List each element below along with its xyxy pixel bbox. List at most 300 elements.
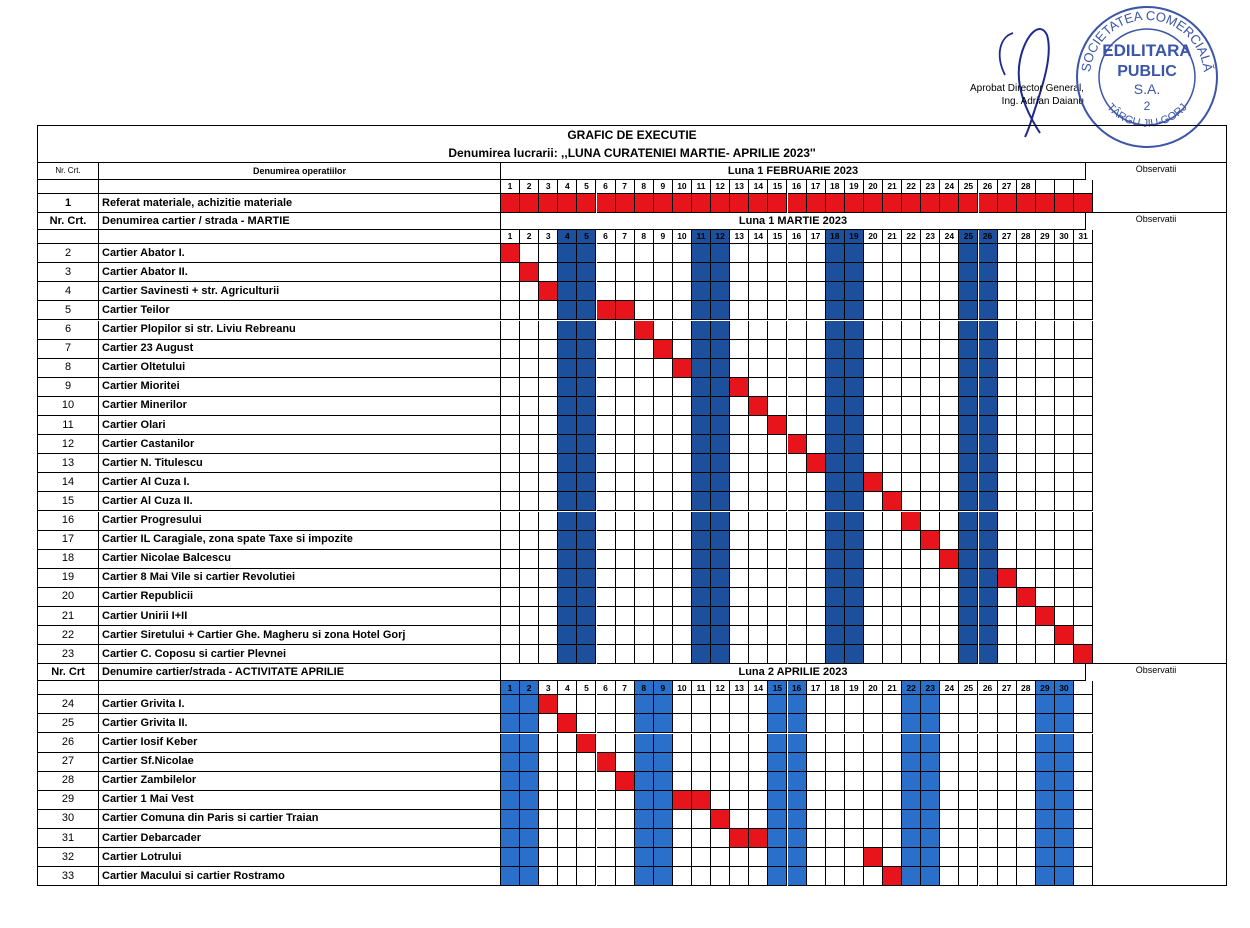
day-row-nr-spacer	[38, 180, 99, 194]
gantt-cell	[616, 512, 635, 531]
gantt-cell	[539, 588, 558, 607]
gantt-cell	[539, 397, 558, 416]
operation-name: Cartier Abator II.	[99, 263, 501, 282]
operation-name: Cartier Minerilor	[99, 397, 501, 416]
gantt-cell	[692, 695, 711, 714]
operation-name: Cartier Zambilelor	[99, 772, 501, 791]
gantt-cell	[788, 550, 807, 569]
gantt-cell	[807, 263, 826, 282]
gantt-cell	[692, 301, 711, 320]
gantt-cell	[749, 282, 768, 301]
gantt-cell	[730, 734, 749, 753]
gantt-cell	[501, 378, 520, 397]
gantt-cell	[902, 569, 921, 588]
gantt-cell	[577, 848, 596, 867]
gantt-cell	[730, 810, 749, 829]
operation-name: Cartier Progresului	[99, 512, 501, 531]
gantt-cell	[883, 531, 902, 550]
gantt-cell	[711, 569, 730, 588]
gantt-cell	[979, 588, 998, 607]
gantt-cell	[998, 626, 1017, 645]
day-number-26: 26	[979, 180, 998, 194]
gantt-cell	[921, 695, 940, 714]
gantt-cell	[788, 810, 807, 829]
gantt-cell	[730, 321, 749, 340]
gantt-cell	[520, 301, 539, 320]
gantt-cell	[539, 416, 558, 435]
gantt-cell	[635, 810, 654, 829]
gantt-cell	[597, 607, 616, 626]
gantt-cell	[1055, 340, 1074, 359]
gantt-cell	[768, 473, 787, 492]
gantt-cell	[768, 282, 787, 301]
gantt-cell	[711, 512, 730, 531]
gantt-cell	[864, 263, 883, 282]
gantt-cell	[959, 734, 978, 753]
gantt-cell	[558, 473, 577, 492]
day-number-7: 7	[616, 681, 635, 695]
day-number-17: 17	[807, 681, 826, 695]
gantt-cell	[749, 848, 768, 867]
gantt-cell	[616, 340, 635, 359]
gantt-cell	[768, 753, 787, 772]
day-number-5: 5	[577, 681, 596, 695]
gantt-cell	[826, 714, 845, 733]
gantt-cell	[673, 454, 692, 473]
gantt-cell	[940, 263, 959, 282]
gantt-cell	[520, 263, 539, 282]
gantt-cell	[520, 454, 539, 473]
gantt-cell	[902, 714, 921, 733]
gantt-cell	[826, 626, 845, 645]
gantt-cell	[940, 301, 959, 320]
day-number-26: 26	[979, 230, 998, 244]
gantt-cell	[654, 645, 673, 664]
gantt-cell	[558, 645, 577, 664]
gantt-cell	[635, 753, 654, 772]
gantt-cell	[959, 550, 978, 569]
gantt-cell	[768, 454, 787, 473]
gantt-cell	[501, 282, 520, 301]
gantt-cell	[1055, 550, 1074, 569]
gantt-cell	[864, 359, 883, 378]
gantt-cell	[711, 645, 730, 664]
gantt-cell	[730, 492, 749, 511]
day-number-10: 10	[673, 681, 692, 695]
gantt-cell	[1017, 626, 1036, 645]
day-number-24: 24	[940, 681, 959, 695]
day-number-16: 16	[788, 180, 807, 194]
day-number-10: 10	[673, 180, 692, 194]
gantt-cell	[1055, 416, 1074, 435]
gantt-cell	[1055, 531, 1074, 550]
gantt-cell	[902, 194, 921, 213]
gantt-cell	[998, 734, 1017, 753]
gantt-cell	[940, 753, 959, 772]
gantt-cell	[558, 734, 577, 753]
gantt-cell	[558, 607, 577, 626]
gantt-cell	[998, 588, 1017, 607]
gantt-cell	[1036, 550, 1055, 569]
day-number-28: 28	[1017, 681, 1036, 695]
stamp-bottom-text: TÂRGU JIU-GORJ	[1104, 101, 1190, 130]
gantt-cell	[845, 282, 864, 301]
gantt-cell	[768, 550, 787, 569]
gantt-cell	[616, 791, 635, 810]
gantt-cell	[616, 734, 635, 753]
gantt-cell	[883, 454, 902, 473]
gantt-cell	[998, 416, 1017, 435]
execution-schedule-table	[37, 125, 1227, 886]
gantt-cell	[520, 359, 539, 378]
gantt-cell	[959, 263, 978, 282]
gantt-cell	[959, 473, 978, 492]
day-number-30: 30	[1055, 230, 1074, 244]
gantt-cell	[539, 282, 558, 301]
gantt-cell	[998, 772, 1017, 791]
gantt-cell	[1055, 282, 1074, 301]
gantt-cell	[635, 791, 654, 810]
gantt-cell	[768, 645, 787, 664]
gantt-cell	[616, 829, 635, 848]
gantt-cell	[749, 734, 768, 753]
gantt-cell	[807, 753, 826, 772]
gantt-cell	[730, 244, 749, 263]
gantt-cell	[807, 512, 826, 531]
gantt-cell	[616, 194, 635, 213]
day-number-15: 15	[768, 681, 787, 695]
gantt-cell	[711, 454, 730, 473]
gantt-cell	[749, 435, 768, 454]
operation-name: Cartier Abator I.	[99, 244, 501, 263]
gantt-cell	[597, 810, 616, 829]
gantt-cell	[883, 714, 902, 733]
gantt-cell	[539, 492, 558, 511]
gantt-cell	[558, 867, 577, 886]
gantt-cell	[501, 695, 520, 714]
operation-name: Cartier 1 Mai Vest	[99, 791, 501, 810]
gantt-cell	[539, 867, 558, 886]
row-number: 5	[38, 301, 99, 320]
gantt-cell	[807, 531, 826, 550]
gantt-cell	[845, 753, 864, 772]
day-number-21: 21	[883, 230, 902, 244]
gantt-cell	[1074, 397, 1093, 416]
operation-name: Cartier Savinesti + str. Agriculturii	[99, 282, 501, 301]
gantt-cell	[883, 607, 902, 626]
gantt-cell	[520, 340, 539, 359]
gantt-cell	[826, 829, 845, 848]
gantt-cell	[1055, 244, 1074, 263]
gantt-cell	[902, 829, 921, 848]
day-number-8: 8	[635, 681, 654, 695]
gantt-cell	[558, 512, 577, 531]
gantt-cell	[635, 416, 654, 435]
gantt-cell	[883, 194, 902, 213]
gantt-cell	[864, 244, 883, 263]
gantt-cell	[597, 263, 616, 282]
gantt-cell	[654, 829, 673, 848]
gantt-cell	[597, 791, 616, 810]
gantt-cell	[673, 791, 692, 810]
gantt-cell	[730, 588, 749, 607]
gantt-cell	[979, 473, 998, 492]
gantt-cell	[730, 378, 749, 397]
gantt-cell	[520, 378, 539, 397]
gantt-cell	[807, 588, 826, 607]
gantt-cell	[1074, 848, 1093, 867]
day-number-26: 26	[979, 681, 998, 695]
gantt-cell	[635, 829, 654, 848]
gantt-cell	[558, 531, 577, 550]
gantt-cell	[883, 397, 902, 416]
gantt-cell	[979, 531, 998, 550]
day-number-13: 13	[730, 230, 749, 244]
gantt-cell	[673, 397, 692, 416]
row-number: 10	[38, 397, 99, 416]
day-number-4: 4	[558, 230, 577, 244]
gantt-cell	[597, 588, 616, 607]
row-number: 1	[38, 194, 99, 213]
day-number-7: 7	[616, 230, 635, 244]
gantt-cell	[959, 416, 978, 435]
gantt-cell	[635, 263, 654, 282]
gantt-cell	[826, 512, 845, 531]
gantt-cell	[673, 867, 692, 886]
gantt-cell	[654, 282, 673, 301]
column-header-nr: Nr. Crt	[38, 664, 99, 681]
gantt-cell	[1036, 454, 1055, 473]
gantt-cell	[864, 301, 883, 320]
gantt-cell	[730, 512, 749, 531]
gantt-cell	[1055, 810, 1074, 829]
gantt-cell	[749, 301, 768, 320]
gantt-cell	[597, 397, 616, 416]
gantt-cell	[768, 531, 787, 550]
gantt-cell	[635, 340, 654, 359]
gantt-cell	[883, 867, 902, 886]
gantt-cell	[539, 321, 558, 340]
row-number: 26	[38, 734, 99, 753]
gantt-cell	[788, 531, 807, 550]
gantt-cell	[845, 867, 864, 886]
gantt-cell	[730, 569, 749, 588]
gantt-cell	[979, 416, 998, 435]
day-number-14: 14	[749, 180, 768, 194]
gantt-cell	[597, 435, 616, 454]
gantt-cell	[1074, 301, 1093, 320]
gantt-cell	[558, 772, 577, 791]
month-header: Luna 1 MARTIE 2023	[501, 213, 1086, 230]
gantt-cell	[768, 626, 787, 645]
gantt-cell	[768, 791, 787, 810]
gantt-cell	[673, 282, 692, 301]
gantt-cell	[807, 550, 826, 569]
gantt-cell	[768, 263, 787, 282]
day-number-24: 24	[940, 180, 959, 194]
gantt-cell	[711, 263, 730, 282]
day-number-27: 27	[998, 180, 1017, 194]
gantt-cell	[654, 492, 673, 511]
gantt-cell	[788, 512, 807, 531]
gantt-cell	[959, 512, 978, 531]
gantt-cell	[1074, 588, 1093, 607]
gantt-cell	[826, 607, 845, 626]
gantt-cell	[979, 626, 998, 645]
gantt-cell	[959, 714, 978, 733]
day-row-name-spacer	[99, 230, 501, 244]
gantt-cell	[597, 416, 616, 435]
gantt-cell	[921, 454, 940, 473]
gantt-cell	[539, 695, 558, 714]
gantt-cell	[826, 454, 845, 473]
gantt-cell	[979, 550, 998, 569]
gantt-cell	[1017, 734, 1036, 753]
gantt-cell	[730, 435, 749, 454]
gantt-cell	[998, 569, 1017, 588]
gantt-cell	[845, 531, 864, 550]
gantt-cell	[673, 194, 692, 213]
gantt-cell	[883, 645, 902, 664]
gantt-cell	[902, 301, 921, 320]
gantt-cell	[577, 435, 596, 454]
gantt-cell	[921, 588, 940, 607]
row-number: 22	[38, 626, 99, 645]
gantt-cell	[635, 867, 654, 886]
gantt-cell	[520, 848, 539, 867]
gantt-cell	[864, 626, 883, 645]
gantt-cell	[883, 734, 902, 753]
gantt-cell	[501, 492, 520, 511]
gantt-cell	[558, 829, 577, 848]
gantt-cell	[998, 753, 1017, 772]
gantt-cell	[979, 359, 998, 378]
gantt-cell	[940, 435, 959, 454]
gantt-cell	[635, 454, 654, 473]
gantt-cell	[616, 695, 635, 714]
gantt-cell	[558, 359, 577, 378]
gantt-cell	[902, 626, 921, 645]
gantt-cell	[864, 282, 883, 301]
gantt-cell	[520, 397, 539, 416]
gantt-cell	[845, 378, 864, 397]
gantt-cell	[673, 416, 692, 435]
gantt-cell	[959, 753, 978, 772]
gantt-cell	[749, 454, 768, 473]
gantt-cell	[730, 282, 749, 301]
gantt-cell	[768, 244, 787, 263]
gantt-cell	[597, 282, 616, 301]
gantt-cell	[864, 321, 883, 340]
gantt-cell	[1055, 492, 1074, 511]
gantt-cell	[597, 492, 616, 511]
gantt-cell	[807, 714, 826, 733]
gantt-cell	[520, 244, 539, 263]
operation-name: Cartier Castanilor	[99, 435, 501, 454]
gantt-cell	[654, 531, 673, 550]
gantt-cell	[788, 695, 807, 714]
gantt-cell	[998, 695, 1017, 714]
gantt-cell	[921, 321, 940, 340]
gantt-cell	[979, 282, 998, 301]
gantt-cell	[1074, 695, 1093, 714]
gantt-cell	[749, 714, 768, 733]
gantt-cell	[807, 607, 826, 626]
gantt-cell	[692, 531, 711, 550]
gantt-cell	[826, 435, 845, 454]
gantt-cell	[501, 531, 520, 550]
stamp-number: 2	[1143, 99, 1151, 113]
gantt-cell	[673, 321, 692, 340]
gantt-cell	[807, 829, 826, 848]
gantt-cell	[692, 848, 711, 867]
gantt-cell	[711, 397, 730, 416]
gantt-cell	[577, 569, 596, 588]
gantt-cell	[864, 734, 883, 753]
month-header: Luna 2 APRILIE 2023	[501, 664, 1086, 681]
gantt-cell	[940, 321, 959, 340]
gantt-cell	[807, 473, 826, 492]
gantt-cell	[692, 569, 711, 588]
gantt-cell	[768, 378, 787, 397]
gantt-cell	[768, 772, 787, 791]
gantt-cell	[807, 435, 826, 454]
day-number-11: 11	[692, 230, 711, 244]
gantt-cell	[673, 645, 692, 664]
gantt-cell	[501, 829, 520, 848]
gantt-cell	[807, 321, 826, 340]
gantt-cell	[501, 645, 520, 664]
gantt-cell	[597, 626, 616, 645]
day-number-21: 21	[883, 180, 902, 194]
gantt-cell	[940, 645, 959, 664]
gantt-cell	[520, 714, 539, 733]
gantt-cell	[616, 244, 635, 263]
gantt-cell	[1074, 359, 1093, 378]
gantt-cell	[959, 645, 978, 664]
gantt-cell	[616, 753, 635, 772]
day-number-23: 23	[921, 681, 940, 695]
gantt-cell	[501, 397, 520, 416]
gantt-cell	[501, 753, 520, 772]
gantt-cell	[959, 301, 978, 320]
gantt-cell	[597, 695, 616, 714]
gantt-cell	[692, 378, 711, 397]
operation-name: Cartier Comuna din Paris si cartier Traian	[99, 810, 501, 829]
gantt-cell	[768, 416, 787, 435]
gantt-cell	[711, 194, 730, 213]
gantt-cell	[692, 244, 711, 263]
observations-column: Observatii	[1086, 213, 1227, 664]
gantt-cell	[921, 244, 940, 263]
gantt-cell	[692, 734, 711, 753]
gantt-cell	[1036, 263, 1055, 282]
gantt-cell	[807, 810, 826, 829]
gantt-cell	[998, 810, 1017, 829]
gantt-cell	[902, 645, 921, 664]
gantt-cell	[826, 397, 845, 416]
day-number-3: 3	[539, 230, 558, 244]
gantt-cell	[1036, 867, 1055, 886]
gantt-cell	[597, 734, 616, 753]
gantt-cell	[1074, 531, 1093, 550]
gantt-cell	[1055, 848, 1074, 867]
day-number-9: 9	[654, 230, 673, 244]
day-number-5: 5	[577, 230, 596, 244]
gantt-cell	[902, 492, 921, 511]
gantt-cell	[826, 301, 845, 320]
gantt-cell	[577, 550, 596, 569]
